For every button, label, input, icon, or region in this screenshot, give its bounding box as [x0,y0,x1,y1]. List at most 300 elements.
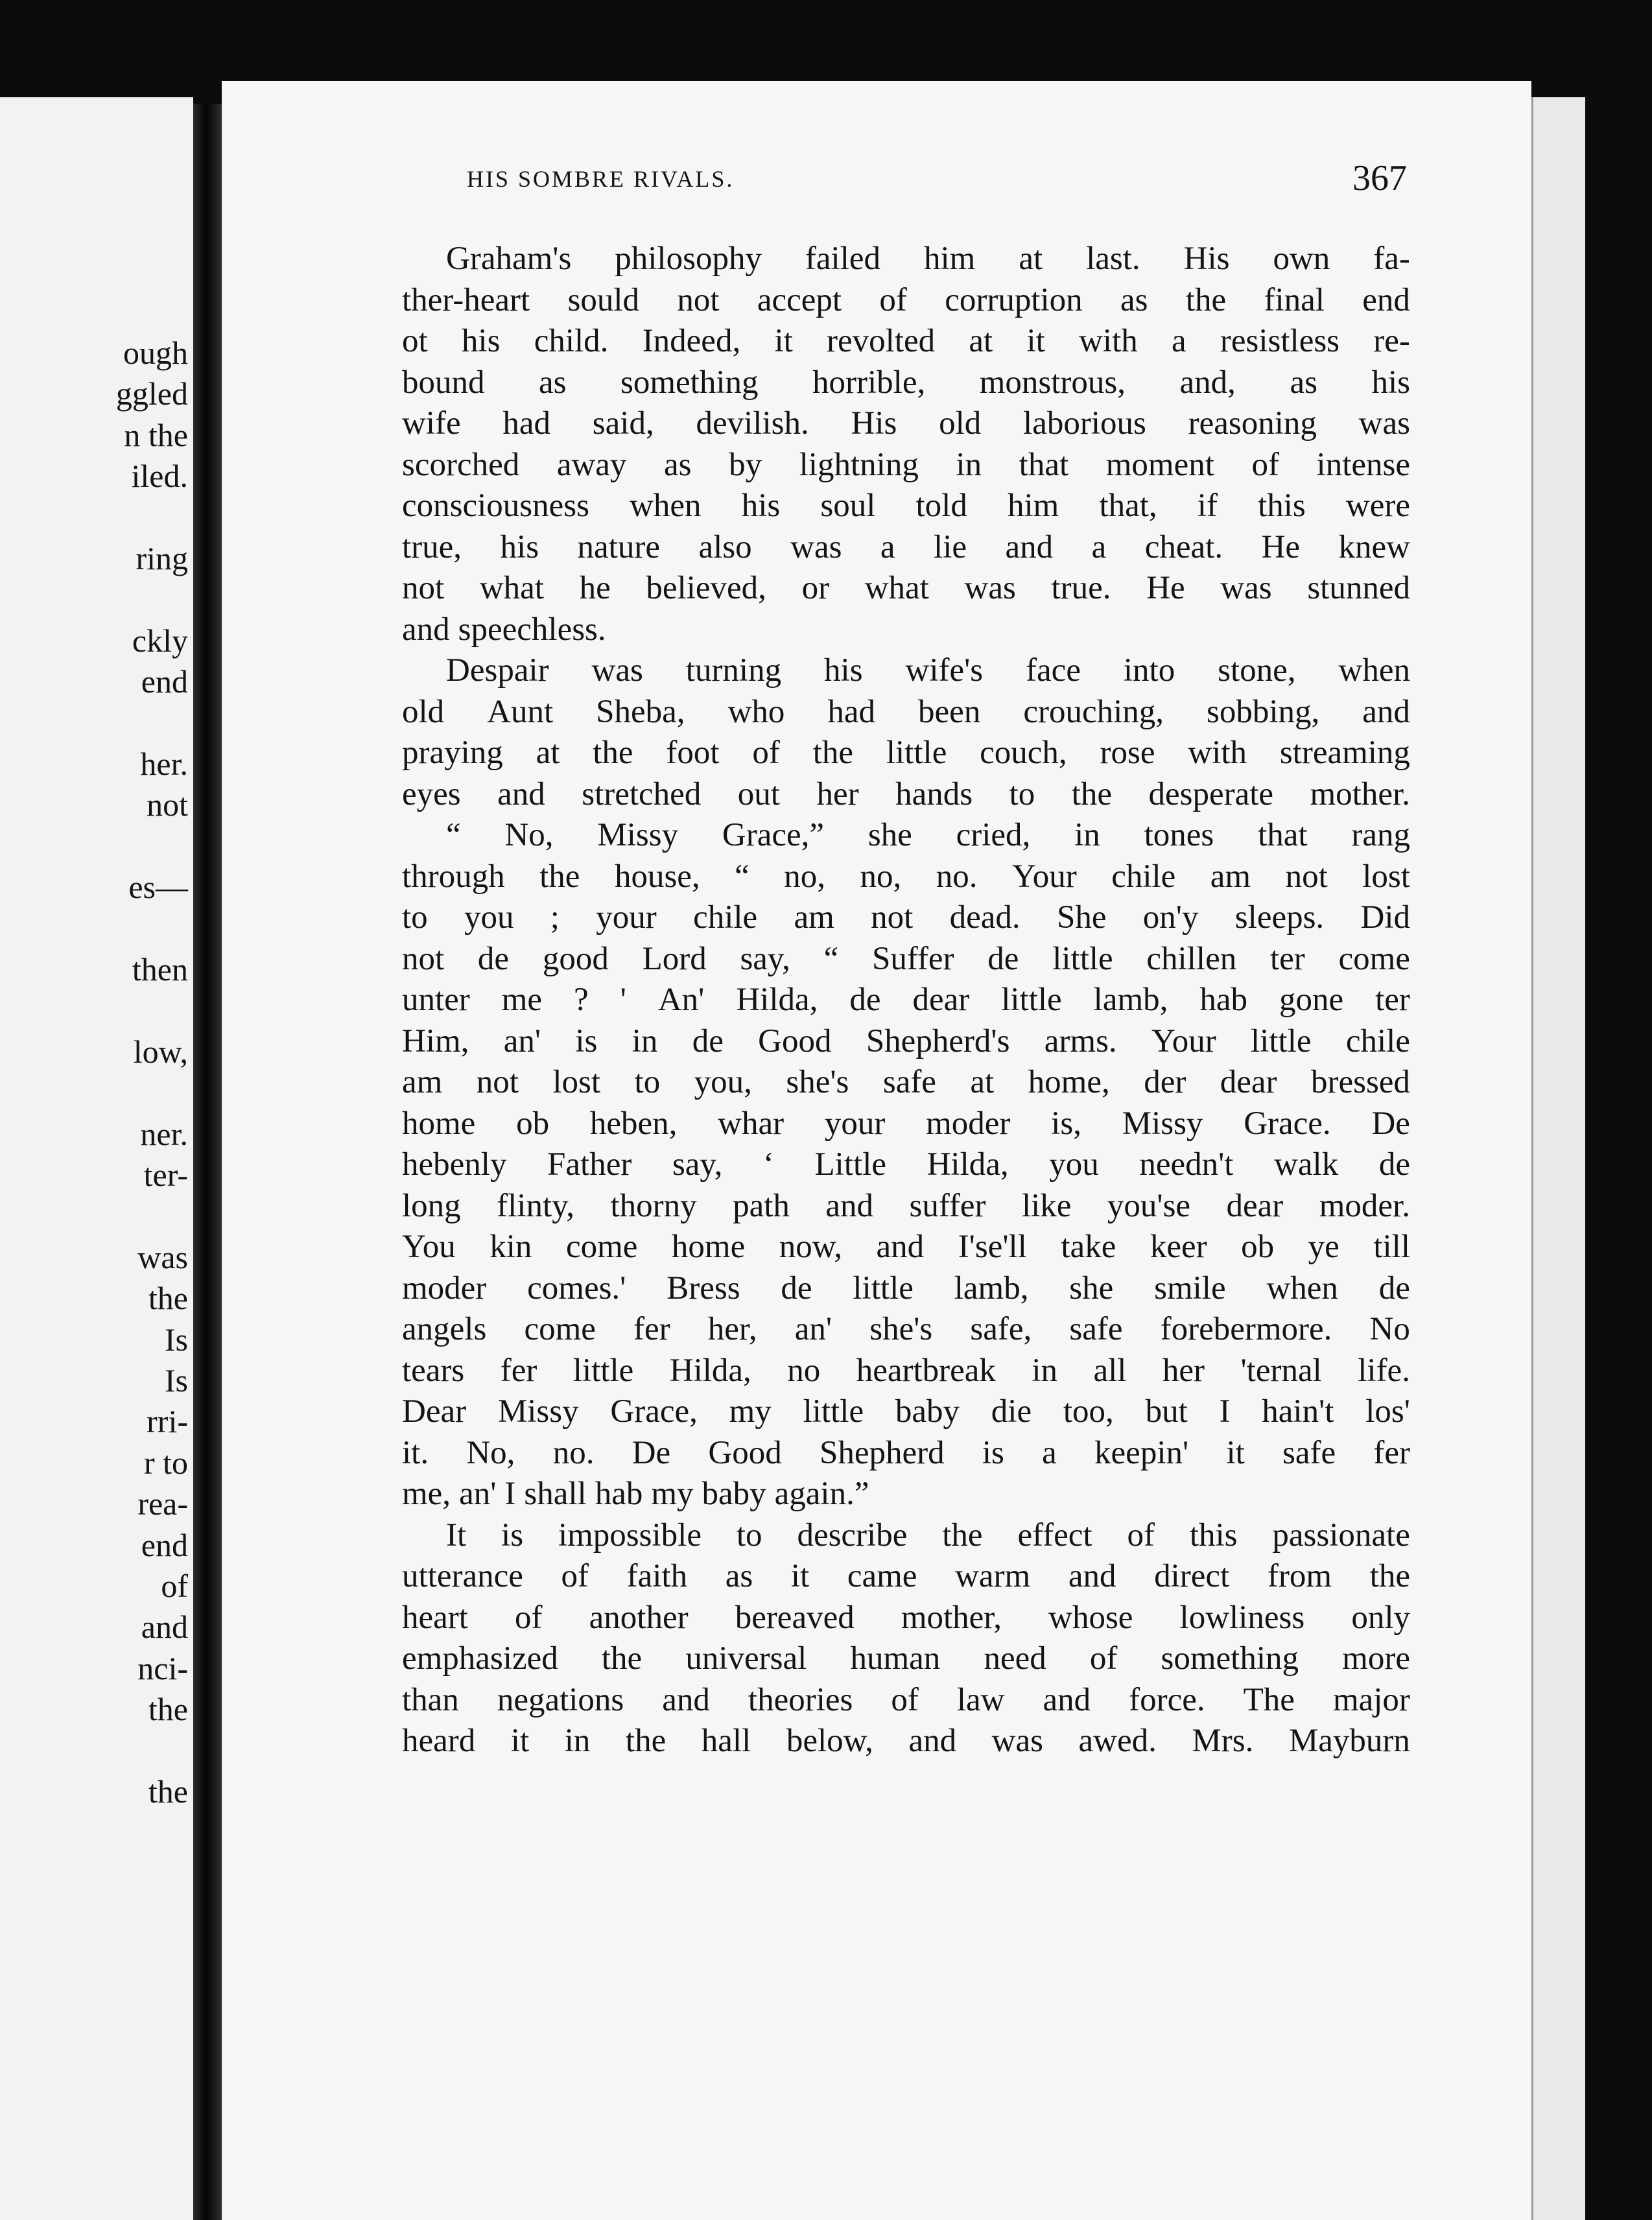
word: of [752,735,780,771]
word: Mayburn [1288,1723,1410,1759]
word: ob [516,1105,550,1142]
word: a [1091,528,1107,565]
word: Good [758,1022,832,1059]
text-line [402,486,1410,527]
word: He [1146,570,1185,606]
word: warm [955,1558,1031,1594]
word: I [504,1476,516,1512]
word: hab [595,1476,643,1512]
text-line [402,1721,1410,1762]
word: lost [1362,858,1410,895]
word: home, [1028,1064,1110,1100]
word: Grace, [610,1393,698,1430]
word: house, [614,858,700,895]
word: the [539,858,580,895]
word: stone, [1218,652,1296,689]
text-line [402,1021,1410,1063]
word: come [565,1229,638,1265]
word: am [402,1064,443,1100]
word: he [579,570,611,606]
word: is [982,1434,1004,1471]
word: Him, [402,1022,469,1059]
facing-page-fragment: of [161,1568,188,1604]
text-line [402,239,1410,280]
facing-page-fragment: es— [128,869,188,906]
word: the [1185,281,1227,318]
word: awed. [1078,1723,1157,1759]
word: and [402,611,450,648]
word: baby [895,1393,960,1430]
word: smile [1154,1269,1226,1306]
word: lowliness [1179,1599,1305,1636]
word: no [787,1352,821,1389]
word: ter [1269,940,1305,977]
text-line [402,1062,1410,1104]
word: fer [633,1311,670,1347]
word: of [1127,1517,1155,1553]
word: lie [934,528,967,565]
word: soul [820,488,876,524]
word: also [698,528,752,565]
word: the [942,1517,983,1553]
word: end [1362,281,1410,318]
word: chile [693,899,758,936]
word: little [1052,940,1113,977]
word: of [1089,1640,1118,1677]
word: come [524,1311,596,1347]
word: chile [1111,858,1176,895]
word: not [402,940,445,977]
text-line [402,774,1410,816]
word: sobbing, [1207,693,1320,730]
book-gutter [193,104,222,2220]
word: unter [402,982,470,1018]
word: of [891,1681,919,1718]
word: corruption [945,281,1083,318]
word: another [589,1599,689,1636]
word: safe [1282,1434,1336,1471]
word: Little [814,1146,886,1183]
word: it [1026,323,1045,359]
word: gone [1279,982,1344,1018]
word: de [987,940,1019,977]
word: “ [446,817,461,853]
word: the [812,735,854,771]
word: rang [1351,817,1410,853]
word: ye [1308,1229,1339,1265]
word: came [847,1558,917,1594]
word: couch, [980,735,1067,771]
word: nature [577,528,660,565]
word: she's [786,1064,849,1100]
text-line [402,692,1410,733]
word: You [402,1229,456,1265]
word: rose [1100,735,1155,771]
word: was [1358,405,1410,442]
word: as [1120,281,1148,318]
word: devilish. [696,405,809,442]
word: what [864,570,929,606]
word: was [591,652,643,689]
text-line [402,1515,1410,1557]
word: Missy [497,1393,579,1430]
word: him [1007,488,1059,524]
word: fer [1373,1434,1410,1471]
text-line [402,1680,1410,1721]
facing-page-fragment: end [141,663,188,700]
word: at [969,323,993,359]
page-number: 367 [1352,158,1407,198]
word: Hilda, [926,1146,1009,1183]
facing-page-fragment: her. [140,746,188,782]
word: into [1123,652,1175,689]
word: Dear [402,1393,467,1430]
word: and [1362,693,1410,730]
text-line [402,1268,1410,1310]
word: his [1371,364,1410,401]
word: thorny [610,1187,697,1224]
word: was [790,528,842,565]
word: and [1005,528,1054,565]
word: of [561,1558,589,1594]
word: not [871,899,914,936]
word: had [502,405,551,442]
word: No [1369,1311,1410,1347]
word: Indeed, [642,323,741,359]
running-head [467,158,1407,217]
word: direct [1154,1558,1230,1594]
facing-page-fragment: Is [164,1321,188,1358]
word: Despair [446,652,549,689]
text-line [402,1104,1410,1145]
word: dear [1220,1064,1277,1100]
word: kin [490,1229,532,1265]
text-line [402,939,1410,980]
facing-page-fragment: not [147,786,188,823]
facing-page-fragment: r to [143,1444,188,1481]
word: bressed [1310,1064,1410,1100]
word: little [803,1393,864,1430]
facing-page-fragment: and [141,1609,188,1646]
word: home [402,1105,476,1142]
word: streaming [1279,735,1410,771]
word: a [1171,323,1186,359]
word: his [461,323,501,359]
word: theories [748,1681,853,1718]
word: Bress [667,1269,740,1306]
text-line [402,1433,1410,1474]
facing-page-fragment: ter- [143,1157,188,1193]
word: an' [459,1476,497,1512]
facing-page-fragment: was [137,1238,188,1275]
word: moder. [1319,1187,1410,1224]
word: true. [1051,570,1111,606]
word: ' [620,982,626,1018]
word: horrible, [812,364,926,401]
word: whar [718,1105,785,1142]
word: moder [926,1105,1011,1142]
word: 'ternal [1240,1352,1322,1389]
word: me, [402,1476,451,1512]
word: when [1266,1269,1338,1306]
text-line [402,362,1410,404]
word: your [596,899,657,936]
word: fa- [1373,241,1410,277]
word: if [1197,488,1218,524]
word: Hilda, [669,1352,751,1389]
word: like [1021,1187,1072,1224]
word: am [794,899,834,936]
word: laborious [1023,405,1146,442]
word: “ [735,858,749,895]
word: ther-heart [402,281,530,318]
word: forebermore. [1160,1311,1332,1347]
word: keepin' [1094,1434,1189,1471]
text-line [402,609,1410,651]
word: again.” [774,1476,869,1512]
word: say, [672,1146,723,1183]
text-line [402,403,1410,445]
word: away [556,446,627,483]
word: me [501,982,543,1018]
word: sould [567,281,640,318]
word: something [620,364,759,401]
word: suffer [909,1187,986,1224]
word: old [402,693,445,730]
word: and, [1179,364,1236,401]
text-line [402,1186,1410,1227]
facing-page-fragment: ner. [140,1115,188,1152]
word: Mrs. [1192,1723,1254,1759]
text-line [402,1351,1410,1392]
word: it [790,1558,810,1594]
text-line [402,815,1410,856]
facing-page-fragment: nci- [137,1649,188,1686]
text-line [402,856,1410,898]
word: told [915,488,967,524]
word: in [1032,1352,1058,1389]
word: than [402,1681,459,1718]
word: sleeps. [1234,899,1325,936]
word: was [1220,570,1272,606]
word: a [1042,1434,1057,1471]
word: Lord [642,940,707,977]
word: Hilda, [736,982,818,1018]
word: home [671,1229,746,1265]
word: heartbreak [856,1352,996,1389]
word: little [1251,1022,1312,1059]
text-line [402,1391,1410,1433]
word: through [402,858,505,895]
word: dead. [949,899,1021,936]
word: law [956,1681,1005,1718]
word: lamb, [954,1269,1029,1306]
word: my [651,1476,694,1512]
word: failed [805,241,881,277]
word: am [1210,858,1251,895]
word: life. [1358,1352,1410,1389]
word: re- [1373,323,1410,359]
word: his [500,528,539,565]
word: tears [402,1352,465,1389]
text-line [402,1309,1410,1351]
word: keer [1150,1229,1207,1265]
word: No, [504,817,554,853]
facing-page-fragment: low, [133,1033,188,1070]
word: dear [1226,1187,1284,1224]
word: safe, [970,1311,1032,1347]
word: more [1342,1640,1410,1677]
word: cried, [956,817,1031,853]
word: this [1258,488,1306,524]
word: faith [626,1558,688,1594]
word: chillen [1146,940,1237,977]
word: consciousness [402,488,589,524]
word: praying [402,735,503,771]
word: de [1378,1269,1410,1306]
word: The [1243,1681,1295,1718]
word: and [908,1723,957,1759]
word: the [593,735,633,771]
word: is, [1051,1105,1081,1142]
facing-page-fragment: ggled [115,375,188,412]
word: little [853,1269,914,1306]
word: stretched [582,775,702,812]
word: “ [823,940,839,977]
word: cheat. [1144,528,1223,565]
word: hands [895,775,973,812]
word: no. [552,1434,595,1471]
word: major [1332,1681,1410,1718]
word: below, [786,1723,873,1759]
word: the [601,1640,643,1677]
word: that [1019,446,1069,483]
word: and [1068,1558,1116,1594]
word: universal [685,1640,807,1677]
word: that [1258,817,1308,853]
word: been [918,693,981,730]
word: ter [1375,982,1410,1018]
word: need [984,1640,1046,1677]
word: resistless [1220,323,1340,359]
word: speechless. [458,611,606,648]
word: him [924,241,976,277]
word: hall [701,1723,751,1759]
text-line [402,897,1410,939]
word: Shepherd's [866,1022,1010,1059]
text-line [402,1474,1410,1515]
word: emphasized [402,1640,558,1677]
word: foot [666,735,720,771]
word: when [630,488,702,524]
facing-page-fragment: end [141,1526,188,1563]
word: no, [860,858,902,895]
word: child. [534,323,609,359]
word: his [824,652,863,689]
word: had [827,693,876,730]
word: Father [547,1146,632,1183]
word: needn't [1139,1146,1234,1183]
word: in [564,1723,591,1759]
facing-page-fragment: Is [164,1362,188,1399]
word: lost [552,1064,601,1100]
word: bereaved [735,1599,855,1636]
word: Missy [597,817,679,853]
word: in [1074,817,1100,853]
word: in [631,1022,658,1059]
text-line [402,1227,1410,1268]
word: till [1373,1229,1410,1265]
word: heard [402,1723,476,1759]
word: of [1251,446,1279,483]
word: little [572,1352,634,1389]
word: ? [574,982,589,1018]
word: walk [1274,1146,1339,1183]
word: long [402,1187,461,1224]
word: not [1285,858,1328,895]
word: path [733,1187,790,1224]
facing-page-fragment: iled. [131,458,188,495]
word: fer [500,1352,537,1389]
word: de [849,982,881,1018]
word: was [964,570,1016,606]
word: mother, [901,1599,1002,1636]
word: Grace. [1244,1105,1331,1142]
word: no. [936,858,978,895]
running-title: HIS SOMBRE RIVALS. [467,166,735,192]
word: it. [402,1434,429,1471]
word: as [664,446,692,483]
word: she's [869,1311,933,1347]
word: desperate [1148,775,1274,812]
page-edge [1531,97,1585,2220]
word: hab [1199,982,1247,1018]
word: in [956,446,982,483]
word: De [1371,1105,1410,1142]
word: reasoning [1188,405,1317,442]
word: it [1226,1434,1245,1471]
word: It [446,1517,467,1553]
word: ; [550,899,560,936]
word: mother. [1310,775,1410,812]
word: you, [694,1064,752,1100]
facing-page-fragment: the [148,1773,188,1810]
word: accept [757,281,842,318]
word: hain't [1262,1393,1334,1430]
word: own [1273,241,1330,277]
word: as [539,364,567,401]
word: Graham's [446,241,572,277]
word: shall [524,1476,587,1512]
word: He [1261,528,1301,565]
word: turning [685,652,782,689]
word: utterance [402,1558,523,1594]
word: all [1093,1352,1127,1389]
word: that, [1099,488,1157,524]
word: lamb, [1093,982,1168,1018]
facing-page [0,97,193,2220]
word: at [970,1064,995,1100]
word: passionate [1272,1517,1410,1553]
word: the [625,1723,667,1759]
word: not [402,570,445,606]
word: eyes [402,775,461,812]
word: said, [592,405,654,442]
word: los' [1365,1393,1410,1430]
text-line [402,1638,1410,1680]
word: comes.' [527,1269,626,1306]
word: is [501,1517,524,1553]
